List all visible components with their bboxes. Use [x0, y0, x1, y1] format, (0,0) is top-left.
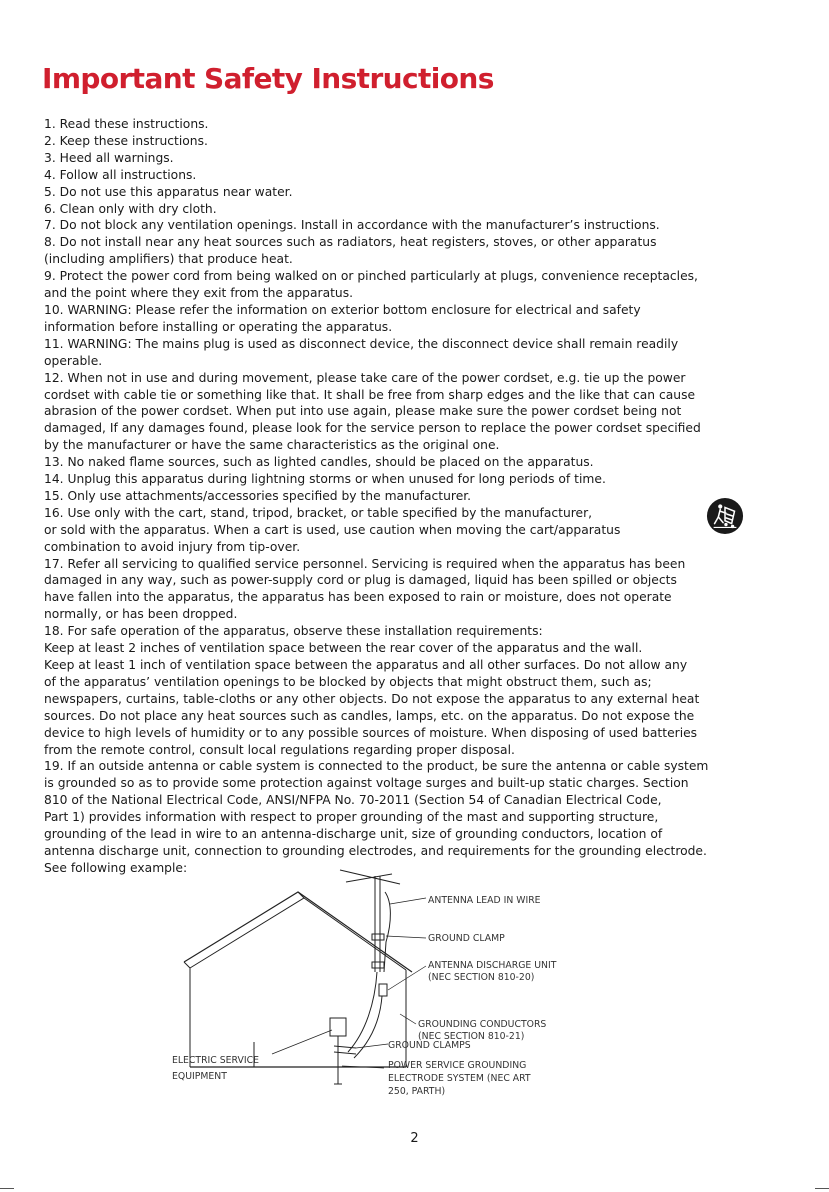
instruction-line: 19. If an outside antenna or cable system is connected to the product, be sure the antenna or cable system	[44, 759, 709, 774]
instruction-line: newspapers, curtains, table-cloths or any other objects. Do not expose the apparatus to any external heat	[44, 691, 700, 706]
instruction-line: 9. Protect the power cord from being walked on or pinched particularly at plugs, convenience receptacles,	[44, 269, 698, 284]
instruction-line: (including amplifiers) that produce heat.	[44, 252, 293, 267]
instruction-line: grounding of the lead in wire to an antenna-discharge unit, size of grounding conductors, location of	[44, 827, 663, 842]
instruction-line: 14. Unplug this apparatus during lightning storms or when unused for long periods of time.	[44, 472, 606, 487]
instruction-line: is grounded so as to provide some protection against voltage surges and built-up static charges. Section	[44, 776, 689, 791]
instruction-line: of the apparatus’ ventilation openings to be blocked by objects that might obstruct them, such as;	[44, 674, 652, 689]
instruction-line: 6. Clean only with dry cloth.	[44, 201, 217, 216]
instruction-line: combination to avoid injury from tip-over.	[44, 539, 301, 554]
page-title: Important Safety Instructions	[42, 62, 494, 95]
page-number: 2	[410, 1131, 419, 1146]
instruction-line: device to high levels of humidity or to any possible sources of moisture. When disposing of used batteries	[44, 725, 698, 740]
instruction-line: 5. Do not use this apparatus near water.	[44, 184, 293, 199]
instruction-line: 8. Do not install near any heat sources such as radiators, heat registers, stoves, or other apparatus	[44, 235, 657, 250]
label-power-service-electrode: ELECTRODE SYSTEM (NEC ART	[388, 1073, 531, 1084]
instruction-line: normally, or has been dropped.	[44, 607, 238, 622]
instruction-line: 7. Do not block any ventilation openings. Install in accordance with the manufacturer’s instructions.	[44, 218, 660, 233]
label-electric-service-equipment: EQUIPMENT	[172, 1071, 227, 1082]
label-discharge-unit: ANTENNA DISCHARGE UNIT	[428, 960, 557, 971]
label-grounding-conductors: GROUNDING CONDUCTORS	[418, 1019, 547, 1030]
label-grounding-conductors-nec: (NEC SECTION 810-21)	[418, 1031, 525, 1042]
instruction-line: 810 of the National Electrical Code, ANSI/NFPA No. 70-2011 (Section 54 of Canadian Electrical Code,	[44, 793, 662, 808]
instruction-list	[44, 116, 790, 877]
label-electric-service: ELECTRIC SERVICE	[172, 1055, 259, 1066]
instruction-line: 12. When not in use and during movement, please take care of the power cordset, e.g. tie up the power	[44, 370, 686, 385]
label-power-service-part: 250, PARTH)	[388, 1086, 446, 1097]
instruction-line: Part 1) provides information with respect to proper grounding of the mast and supporting structure,	[44, 810, 659, 825]
instruction-line: 17. Refer all servicing to qualified service personnel. Servicing is required when the apparatus has been	[44, 556, 686, 571]
instruction-line: antenna discharge unit, connection to grounding electrodes, and requirements for the grounding electrode.	[44, 843, 707, 858]
instruction-line: 13. No naked flame sources, such as lighted candles, should be placed on the apparatus.	[44, 455, 594, 470]
antenna-grounding-diagram	[170, 862, 590, 1102]
instruction-line: damaged, If any damages found, please look for the service person to replace the power cordset specified	[44, 421, 701, 436]
instruction-line: 15. Only use attachments/accessories specified by the manufacturer.	[44, 488, 472, 503]
instruction-line: 16. Use only with the cart, stand, tripod, bracket, or table specified by the manufacturer,	[44, 505, 593, 520]
instruction-line: 2. Keep these instructions.	[44, 133, 208, 148]
crop-mark-right	[815, 1188, 829, 1189]
label-power-service: POWER SERVICE GROUNDING	[388, 1060, 527, 1071]
crop-mark-left	[0, 1188, 14, 1189]
instruction-line: information before installing or operating the apparatus.	[44, 319, 393, 334]
label-ground-clamps: GROUND CLAMPS	[388, 1040, 471, 1051]
instruction-line: 18. For safe operation of the apparatus, observe these installation requirements:	[44, 624, 543, 639]
instruction-line: 3. Heed all warnings.	[44, 150, 174, 165]
instruction-line: from the remote control, consult local regulations regarding proper disposal.	[44, 742, 515, 757]
label-antenna-lead: ANTENNA LEAD IN WIRE	[428, 895, 541, 906]
instruction-line: 4. Follow all instructions.	[44, 167, 197, 182]
label-discharge-unit-nec: (NEC SECTION 810-20)	[428, 972, 535, 983]
cart-tip-over-warning-icon	[706, 497, 744, 535]
instruction-line: Keep at least 2 inches of ventilation space between the rear cover of the apparatus and the wall.	[44, 641, 643, 656]
instruction-line: abrasion of the power cordset. When put into use again, please make sure the power cordset being not	[44, 404, 682, 419]
instruction-line: by the manufacturer or have the same characteristics as the original one.	[44, 438, 500, 453]
instruction-line: cordset with cable tie or something like that. It shall be free from sharp edges and the like that can cause	[44, 387, 696, 402]
instruction-line: and the point where they exit from the apparatus.	[44, 286, 354, 301]
instruction-line: damaged in any way, such as power-supply cord or plug is damaged, liquid has been spilled or objects	[44, 573, 677, 588]
instruction-line: 11. WARNING: The mains plug is used as disconnect device, the disconnect device shall remain readily	[44, 336, 679, 351]
instruction-line: sources. Do not place any heat sources such as candles, lamps, etc. on the apparatus. Do not expose the	[44, 708, 695, 723]
instruction-line: 10. WARNING: Please refer the information on exterior bottom enclosure for electrical and safety	[44, 302, 641, 317]
instruction-line: See following example:	[44, 860, 188, 875]
instruction-line: 1. Read these instructions.	[44, 117, 209, 131]
instruction-line: operable.	[44, 353, 103, 368]
instruction-line: or sold with the apparatus. When a cart is used, use caution when moving the cart/apparatus	[44, 522, 621, 537]
instruction-line: Keep at least 1 inch of ventilation space between the apparatus and all other surfaces. Do not allow any	[44, 658, 688, 672]
label-ground-clamp: GROUND CLAMP	[428, 933, 505, 944]
instruction-line: have fallen into the apparatus, the apparatus has been exposed to rain or moisture, does not operate	[44, 590, 672, 605]
